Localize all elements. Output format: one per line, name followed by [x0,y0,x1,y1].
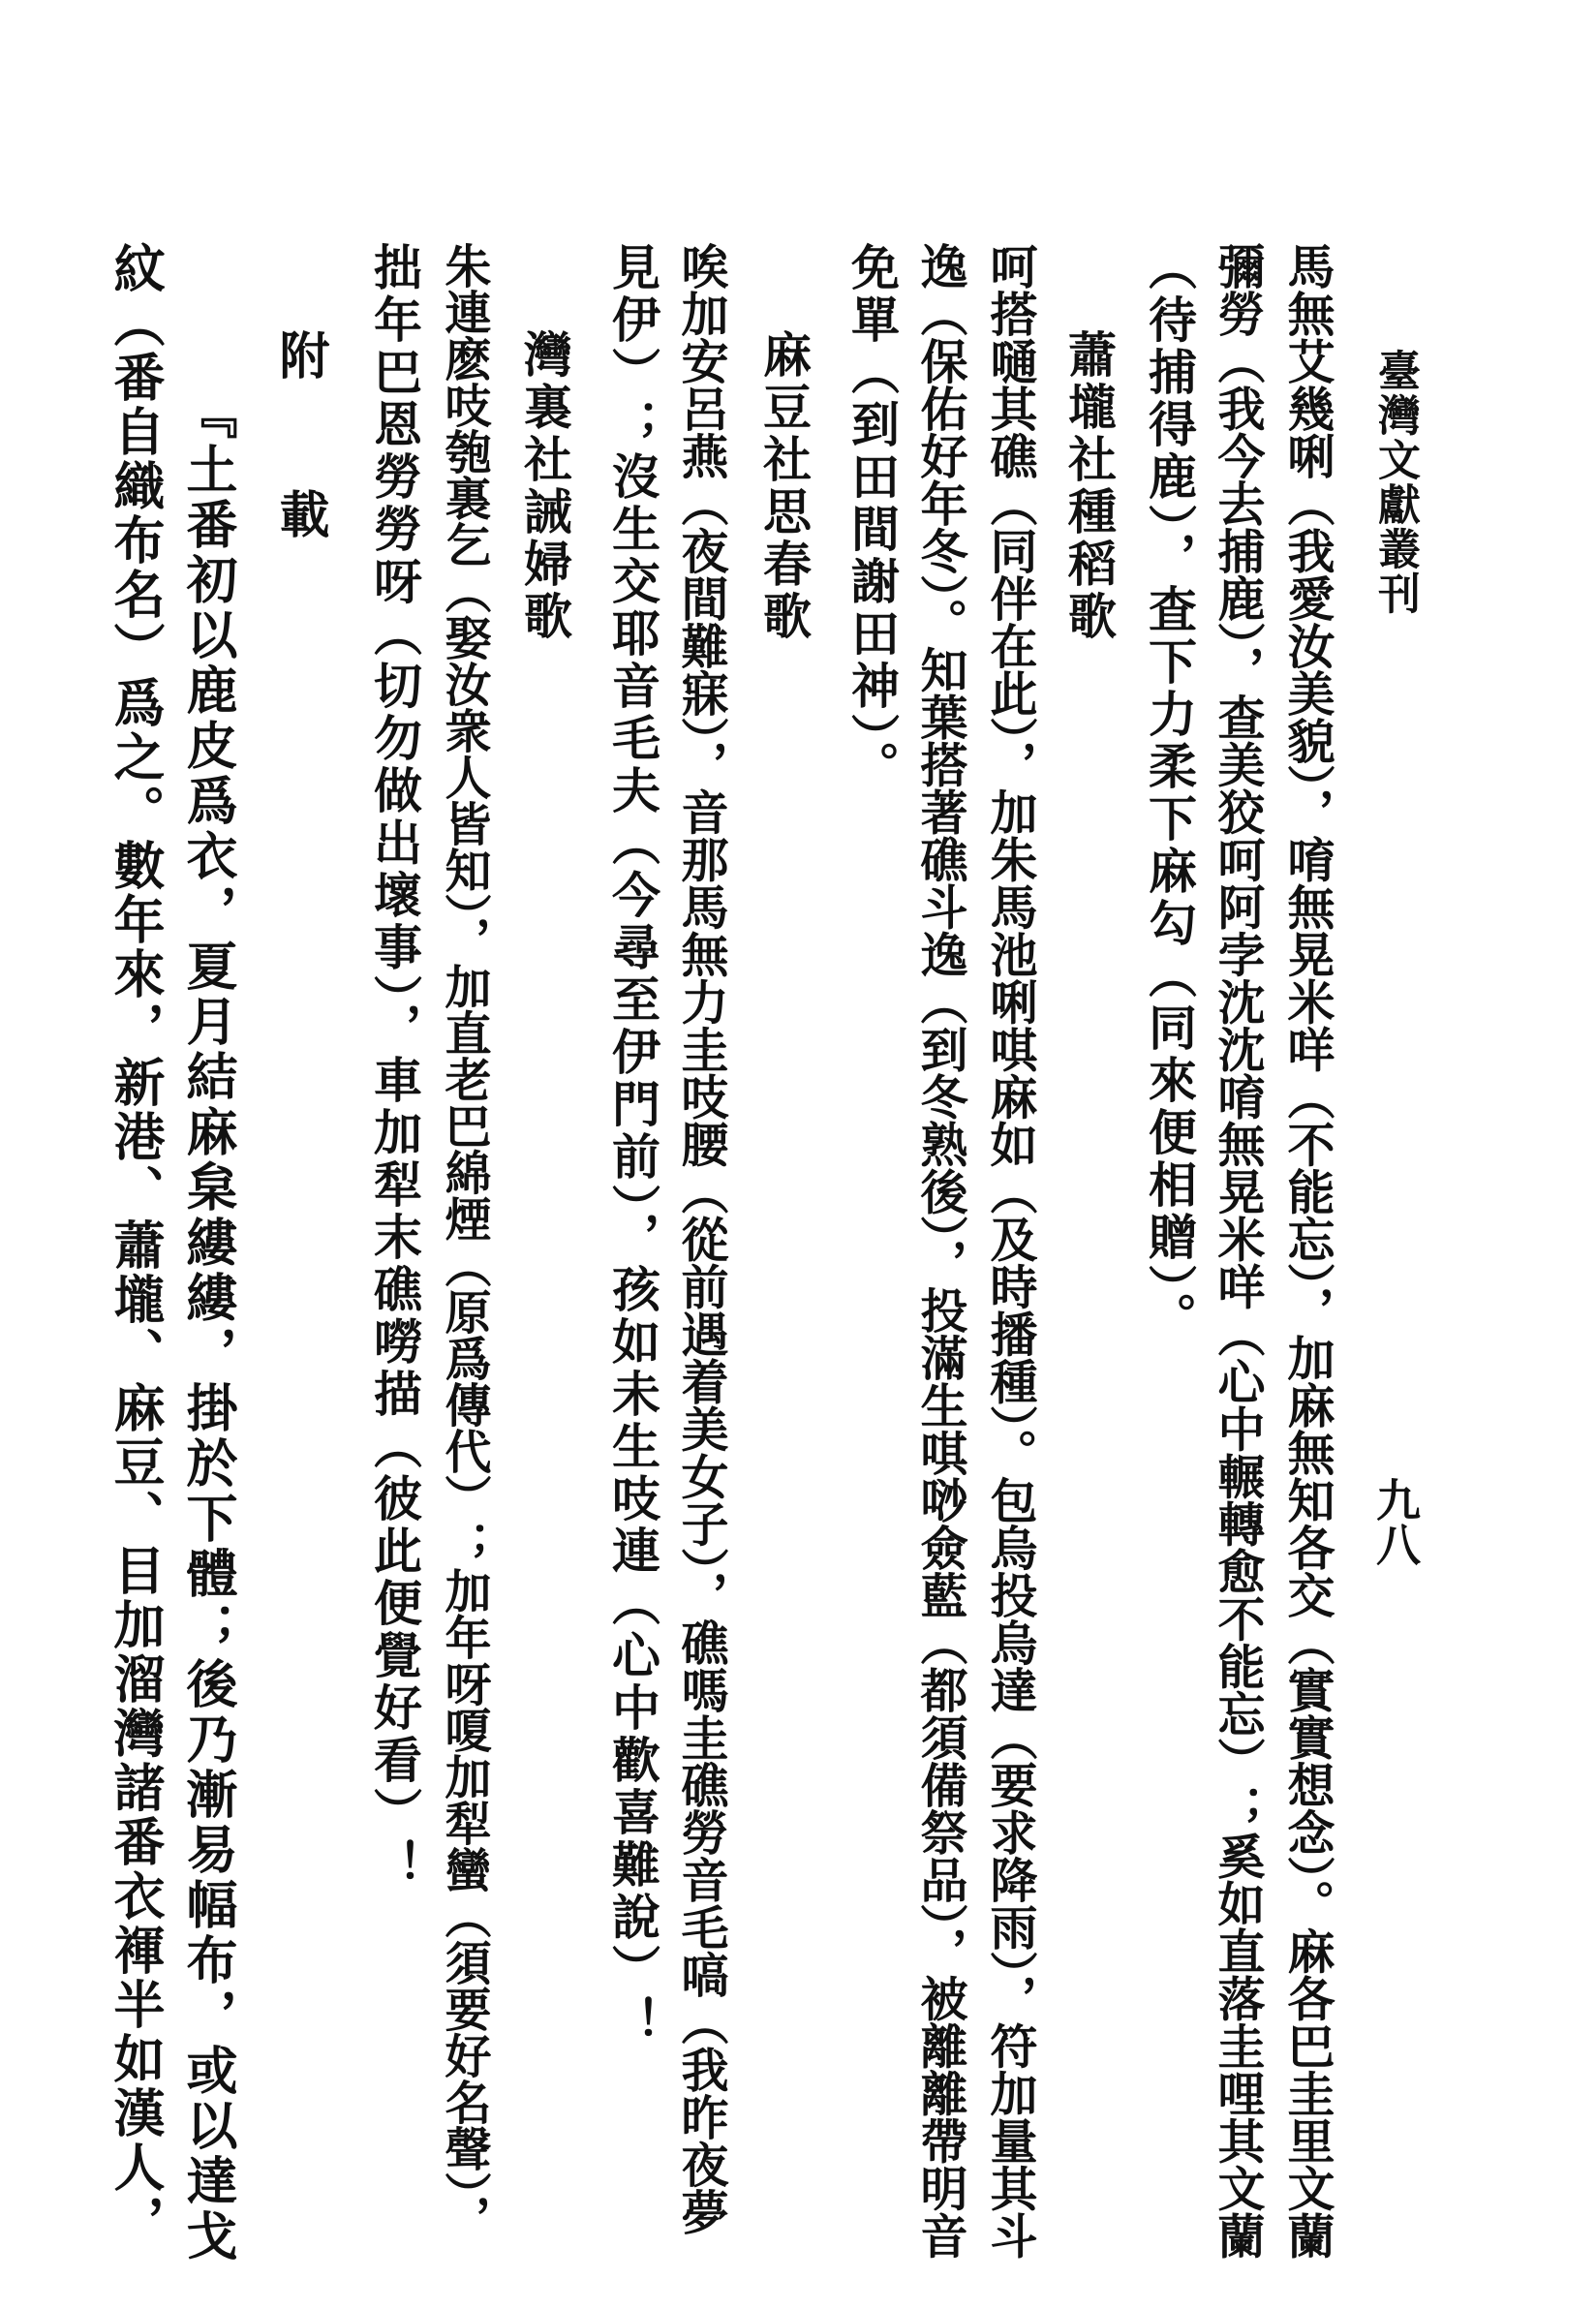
text-column: 見伊）；沒生交耶音毛夫（今尋至伊門前），孩如未生吱連（心中歡喜難說）！ [604,242,661,2048]
text-column: 逸（保佑好年冬）。知葉搭著礁斗逸（到冬熟後），投滿生唭唦僉藍（都須備祭品），被離離帶明音 [913,242,969,2260]
text-column: 拙年巴恩勞勞呀（切勿做出壞事），車加犁末礁嘮描（彼此便覺好看）！ [366,242,423,1892]
section-heading: 附 載 [270,329,329,568]
text-column: 馬無艾幾唎（我愛汝美貌），唷無晃米咩（不能忘），加麻無知各交（實實想念）。麻各巴圭里文蘭 [1280,242,1336,2260]
text-column: 『土番初以鹿皮爲衣，夏月結麻枲縷縷，掛於下體；後乃漸易幅布，或以達戈 [178,387,238,2264]
section-heading: 麻豆社思春歌 [755,329,813,643]
text-column: 朱連麽吱匏裏乞（娶汝衆人皆知），加直老巴綿煙（原爲傳代）；加年呀嗄加犁蠻（須要好名聲）， [437,242,491,2241]
section-heading: 灣裏社誡婦歌 [516,329,573,643]
text-column: （待捕得鹿），査下力柔下麻勾（同來便相贈）。 [1141,242,1198,1344]
text-column: 紋（番自織布名）爲之。數年來，新港、蕭壠、麻豆、目加溜灣諸番衣褌半如漢人， [106,242,166,2249]
text-column: 彌勞（我今去捕鹿），查美狡呵阿孛沈沈唷無晃米咩（心中輾轉愈不能忘）；奚如直落圭哩其文蘭 [1211,242,1267,2260]
text-column: 免單（到田間謝田神）。 [844,242,901,793]
text-column: 唉加安呂燕（夜間難寐），音那馬無力圭吱腰（從前遇着美女子），礁嗎圭礁勞音毛嗃（我昨夜夢 [674,242,730,2235]
page-number: 九八 [1369,1477,1422,1566]
text-column: 呵搭嗵其礁（同伴在此），加朱馬池唎唭麻如（及時播種）。包烏投烏達（要求降雨），符加量其斗 [983,242,1039,2260]
running-title: 臺灣文獻叢刊 [1370,349,1420,616]
section-heading: 蕭壠社種稻歌 [1060,329,1118,643]
